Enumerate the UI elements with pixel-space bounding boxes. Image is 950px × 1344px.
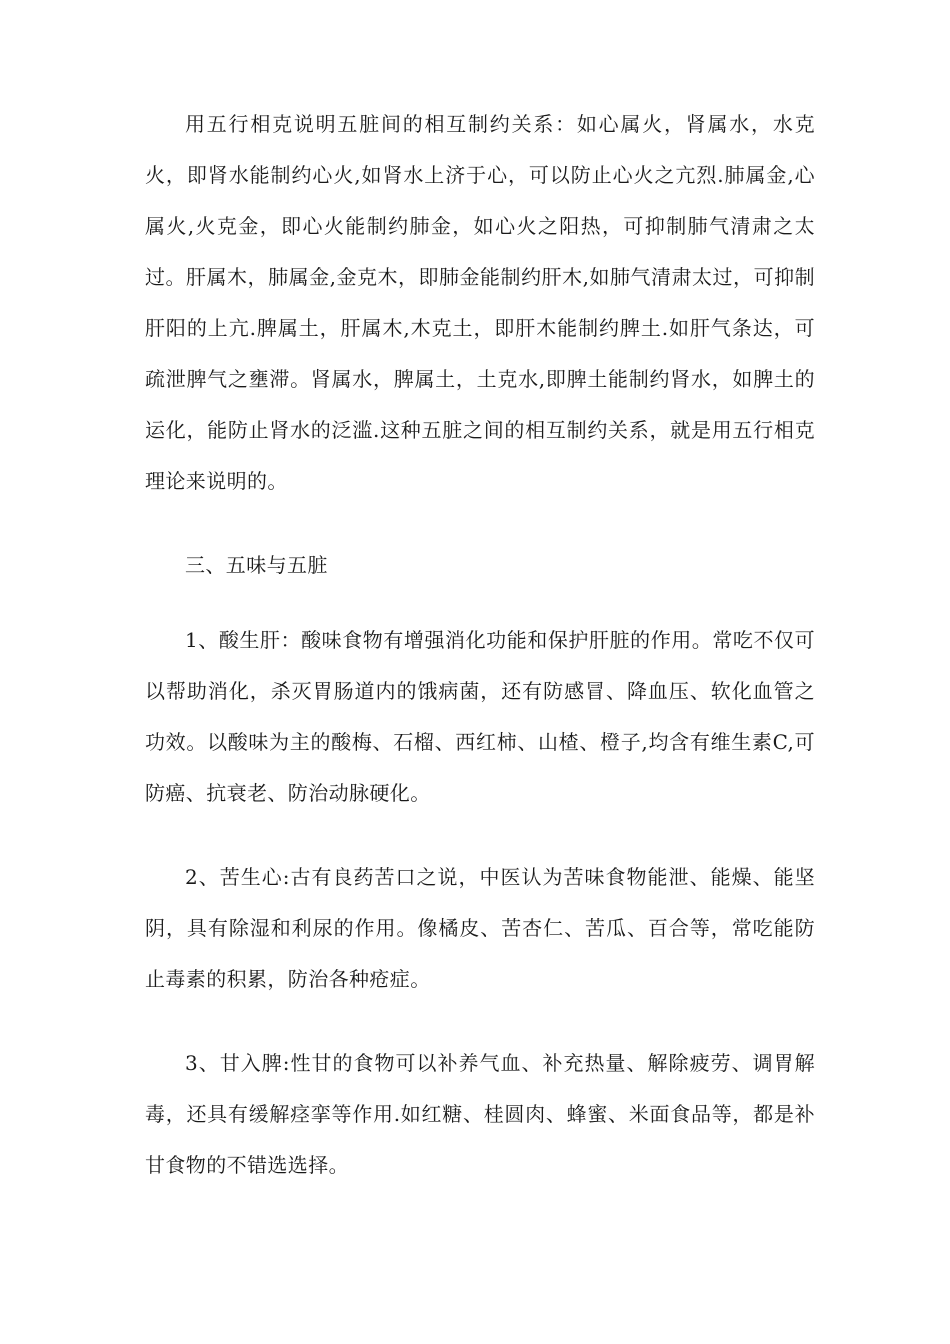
paragraph-sour-liver: 1、酸生肝：酸味食物有增强消化功能和保护肝脏的作用。常吃不仅可以帮助消化，杀灭胃肠道内的饿病菌，还有防感冒、降血压、软化血管之功效。以酸味为主的酸梅、石榴、西红柿、山楂、橙子,均含有维生素C,可防癌、抗衰老、防治动脉硬化。 bbox=[145, 628, 815, 805]
document-page bbox=[145, 99, 815, 1224]
paragraph-bitter-heart: 2、苦生心:古有良药苦口之说，中医认为苦味食物能泄、能燥、能坚阴，具有除湿和利尿的作用。像橘皮、苦杏仁、苦瓜、百合等，常吃能防止毒素的积累，防治各种疮症。 bbox=[145, 865, 815, 991]
paragraph-sweet-spleen: 3、甘入脾:性甘的食物可以补养气血、补充热量、解除疲劳、调胃解毒，还具有缓解痉挛等作用.如红糖、桂圆肉、蜂蜜、米面食品等，都是补甘食物的不错选选择。 bbox=[145, 1051, 815, 1177]
paragraph-five-elements-restraint: 用五行相克说明五脏间的相互制约关系：如心属火，肾属水，水克火，即肾水能制约心火,如肾水上济于心，可以防止心火之亢烈.肺属金,心属火,火克金，即心火能制约肺金，如心火之阳热，可抑制肺气清肃之太过。肝属木，肺属金,金克木，即肺金能制约肝木,如肺气清肃太过，可抑制肝阳的上亢.脾属土，肝属木,木克土，即肝木能制约脾土.如肝气条达，可疏泄脾气之壅滞。肾属水，脾属土，土克水,即脾土能制约肾水，如脾土的运化，能防止肾水的泛滥.这种五脏之间的相互制约关系，就是用五行相克理论来说明的。 bbox=[145, 112, 815, 493]
section-heading-five-flavors: 三、五味与五脏 bbox=[185, 553, 328, 577]
